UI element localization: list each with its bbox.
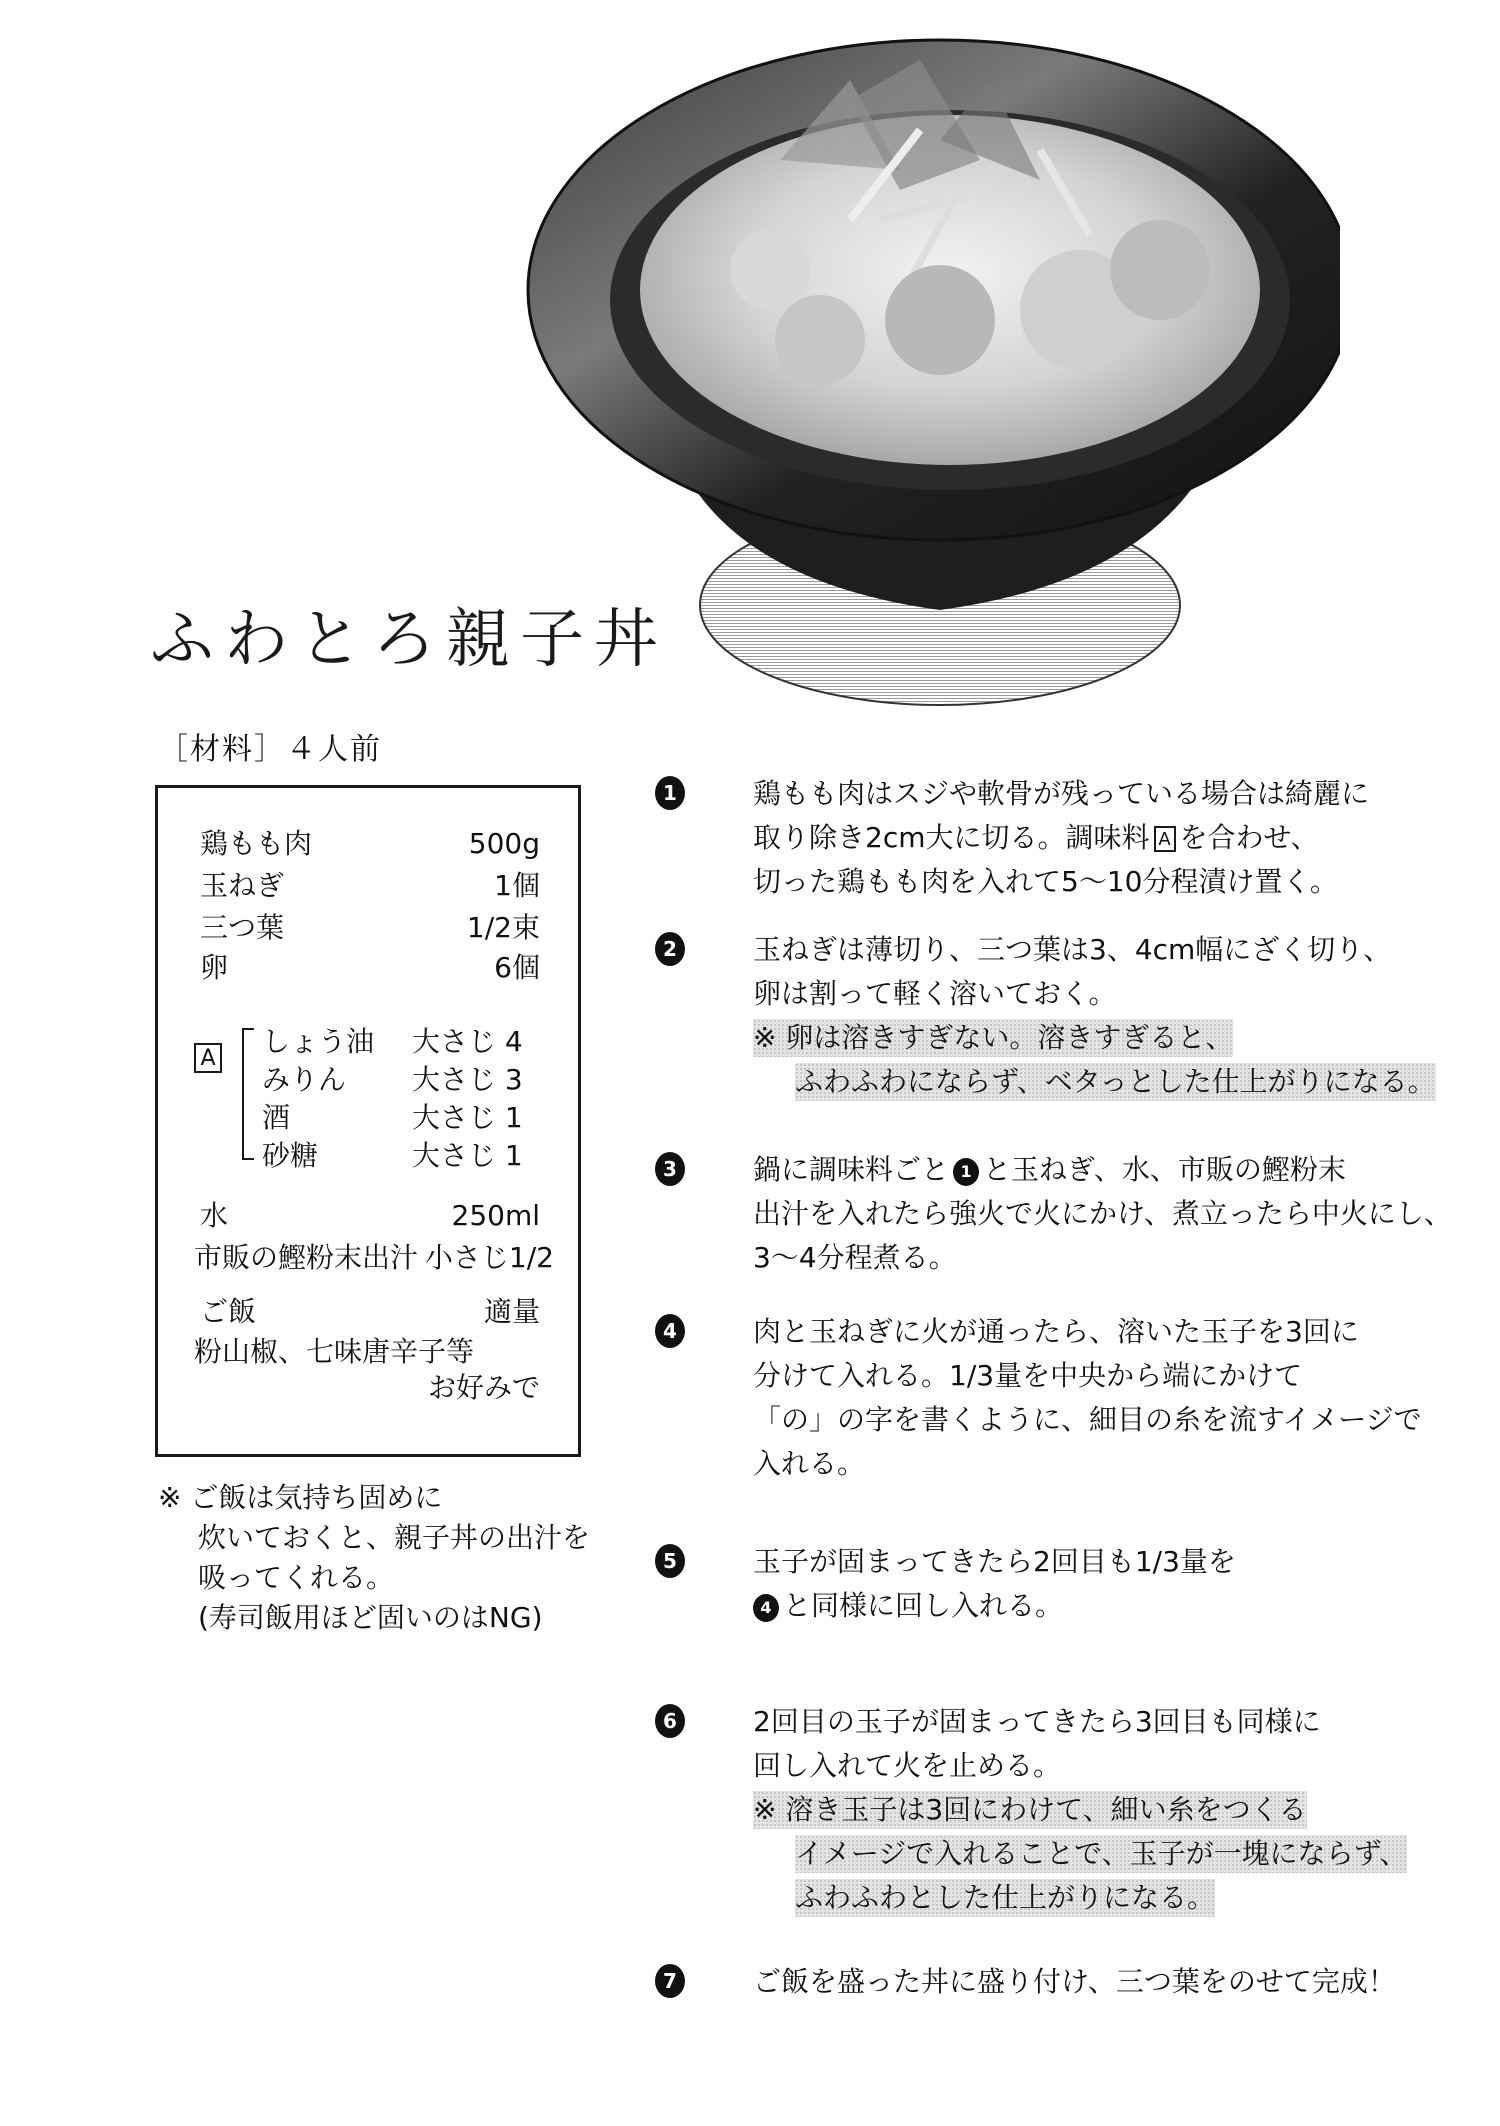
seasoning-name: 砂糖 [262, 1139, 319, 1172]
ingredient-name: 卵 [200, 951, 229, 984]
step-tip-highlight: ふわふわとした仕上がりになる。 [795, 1879, 1215, 1917]
step-text: と同様に回し入れる。 [783, 1589, 1064, 1622]
step-line: 分けて入れる。1/3量を中央から端にかけて [753, 1359, 1303, 1392]
seasoning-a-box: A [1154, 826, 1176, 852]
step-number-badge: 7 [655, 1964, 685, 1998]
ingredient-name: 鶏もも肉 [200, 827, 313, 860]
ingredient-qty: 適量 [483, 1295, 540, 1328]
ingredient-row [200, 1198, 540, 1234]
ingredient-note: お好みで [427, 1371, 540, 1404]
ingredient-qty: 1個 [494, 869, 540, 902]
rice-note [158, 1478, 590, 1638]
step-line: 玉子が固まってきたら2回目も1/3量を [753, 1545, 1236, 1578]
step-reference-badge: 4 [753, 1594, 779, 1622]
ingredient-note-row [200, 1370, 540, 1406]
seasoning-group-label: A [194, 1043, 222, 1073]
step-line: 3～4分程煮る。 [753, 1241, 957, 1274]
step-line: ご飯を盛った丼に盛り付け、三つ葉をのせて完成！ [753, 1965, 1396, 1998]
step-line: 肉と玉ねぎに火が通ったら、溶いた玉子を3回に [753, 1315, 1359, 1348]
ingredients-header: ［材料］４人前 [158, 732, 382, 767]
seasoning-qty: 大さじ 4 [412, 1025, 523, 1058]
ingredient-qty: 小さじ1/2 [424, 1241, 554, 1274]
ingredient-row [194, 1240, 554, 1276]
step-number-badge: 6 [655, 1704, 685, 1738]
note-line: ※ ご飯は気持ち固めに [158, 1481, 443, 1514]
step-number-badge: 5 [655, 1544, 685, 1578]
ingredient-row [200, 1294, 540, 1330]
ingredient-name: 粉山椒、七味唐辛子等 [194, 1335, 475, 1368]
step-number-badge: 4 [655, 1314, 685, 1348]
ingredient-name: ご飯 [200, 1295, 257, 1328]
ingredient-name: 市販の鰹粉末出汁 [194, 1241, 419, 1274]
seasoning-row [262, 1100, 542, 1136]
note-line: 吸ってくれる。 [198, 1561, 395, 1594]
seasoning-qty: 大さじ 1 [412, 1101, 523, 1134]
step-number-badge: 2 [655, 932, 685, 966]
step-line [753, 1584, 1236, 1628]
step-line [753, 816, 1369, 860]
ingredient-qty: 250ml [451, 1199, 540, 1232]
step-text: 取り除き2cm大に切る。調味料 [753, 821, 1150, 854]
seasoning-row [262, 1024, 542, 1060]
ingredient-row [194, 1334, 534, 1370]
seasoning-row [262, 1062, 542, 1098]
ingredient-row [200, 950, 540, 986]
step-text: と玉ねぎ、水、市販の鰹粉末 [983, 1153, 1346, 1186]
step-line [753, 1148, 1452, 1192]
note-line: (寿司飯用ほど固いのはNG) [198, 1601, 543, 1634]
step-line: 回し入れて火を止める。 [753, 1749, 1062, 1782]
step-tip-highlight: ※ 溶き玉子は3回にわけて、細い糸をつくる [753, 1791, 1307, 1829]
seasoning-row [262, 1138, 542, 1174]
seasoning-bracket [242, 1028, 254, 1160]
ingredient-row [200, 826, 540, 862]
step-line: 卵は割って軽く溶いておく。 [753, 977, 1117, 1010]
step-line: 切った鶏もも肉を入れて5～10分程漬け置く。 [753, 865, 1338, 898]
seasoning-name: しょう油 [262, 1025, 375, 1058]
step-number-badge: 1 [655, 776, 685, 810]
step-reference-badge: 1 [953, 1158, 979, 1186]
ingredients-box [155, 785, 581, 1457]
seasoning-qty: 大さじ 1 [412, 1139, 523, 1172]
page-title: ふわとろ親子丼 [150, 603, 668, 677]
ingredient-name: 水 [200, 1199, 229, 1232]
note-line: 炊いておくと、親子丼の出汁を [198, 1521, 591, 1554]
step-tip-highlight: ふわふわにならず、ベタっとした仕上がりになる。 [795, 1063, 1436, 1101]
step-tip-highlight: ※ 卵は溶きすぎない。溶きすぎると、 [753, 1019, 1233, 1057]
step-tip-highlight: イメージで入れることで、玉子が一塊にならず、 [795, 1835, 1407, 1873]
step-number-badge: 3 [655, 1152, 685, 1186]
ingredient-qty: 6個 [494, 951, 540, 984]
step-line: 鶏もも肉はスジや軟骨が残っている場合は綺麗に [753, 777, 1370, 810]
seasoning-name: みりん [262, 1063, 347, 1096]
step-line: 出汁を入れたら強火で火にかけ、煮立ったら中火にし、 [753, 1197, 1452, 1230]
ingredient-qty: 500g [468, 827, 540, 860]
ingredient-qty: 1/2束 [466, 911, 540, 944]
step-text: を合わせ、 [1179, 821, 1319, 854]
step-text: 鍋に調味料ごと [753, 1153, 950, 1186]
step-line: 2回目の玉子が固まってきたら3回目も同様に [753, 1705, 1321, 1738]
seasoning-qty: 大さじ 3 [412, 1063, 523, 1096]
ingredient-row [200, 910, 540, 946]
seasoning-name: 酒 [262, 1101, 291, 1134]
ingredient-row [200, 868, 540, 904]
step-line: 玉ねぎは薄切り、三つ葉は3、4cm幅にざく切り、 [753, 933, 1392, 966]
ingredient-name: 玉ねぎ [200, 869, 285, 902]
step-line: 「の」の字を書くように、細目の糸を流すイメージで [753, 1403, 1422, 1436]
ingredient-name: 三つ葉 [200, 911, 285, 944]
step-line: 入れる。 [753, 1447, 866, 1480]
